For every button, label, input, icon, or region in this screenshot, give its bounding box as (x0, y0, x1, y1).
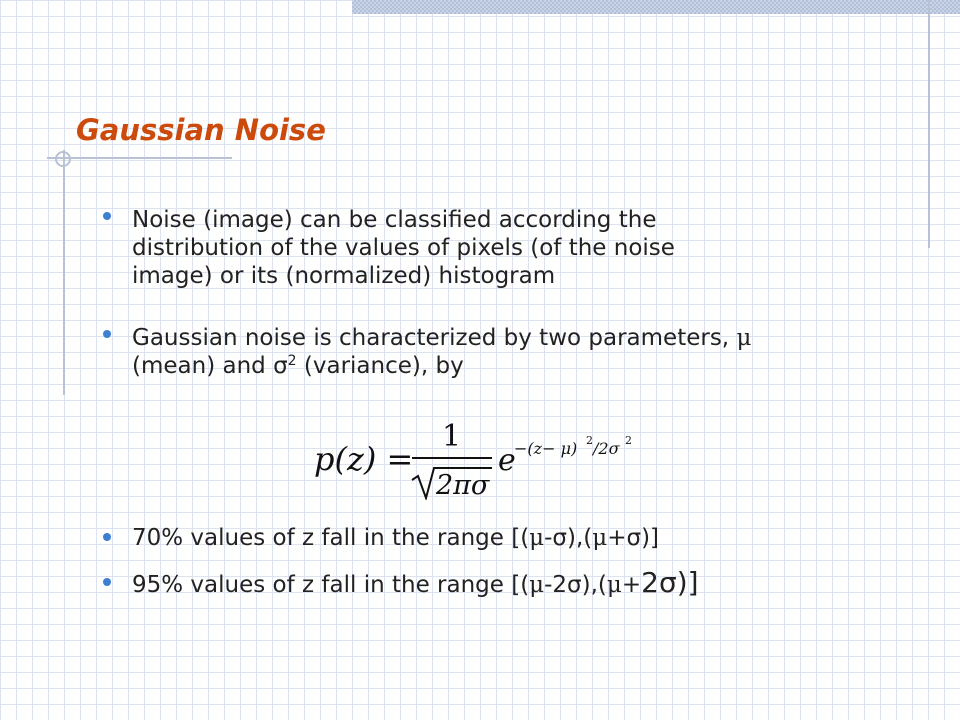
formula-exponent-square-2: 2 (625, 434, 632, 447)
formula-exponent-b: /2σ (593, 439, 620, 458)
bullet-4-part-c: + (621, 572, 642, 598)
bullet-4-text (132, 566, 699, 599)
bullet-3-part-b: -σ),( (544, 525, 593, 551)
gaussian-pdf-formula (312, 418, 634, 500)
bullet-1-line-2: distribution of the values of pixels (of the noise (132, 235, 675, 261)
bullet-dot (103, 578, 111, 586)
slide-title: Gaussian Noise (76, 113, 326, 147)
formula-exponent-a: −(z− μ) (514, 439, 578, 458)
mu-symbol: μ (736, 325, 752, 351)
formula-lhs: p(z) = (314, 440, 414, 478)
squared-superscript: 2 (287, 353, 297, 369)
bullet-dot (103, 212, 111, 220)
bullet-3-text (132, 524, 659, 552)
bullet-4-part-b: -2σ),( (544, 572, 607, 598)
bullet-1-line-1: Noise (image) can be classified according the (132, 207, 657, 233)
bullet-2-text (132, 324, 751, 380)
left-accent-line (63, 150, 65, 395)
mu-symbol: μ (529, 525, 545, 551)
formula-exp-base: e (498, 443, 516, 478)
corner-circle-ornament (55, 151, 71, 167)
mu-symbol: μ (592, 525, 608, 551)
bullet-1-text (132, 206, 675, 290)
right-accent-line (928, 0, 930, 248)
bullet-2-line-1: Gaussian noise is characterized by two parameters, (132, 325, 730, 351)
bullet-2-line-2a: (mean) and σ (132, 353, 288, 379)
bullet-4-part-big: 2σ)] (641, 566, 699, 599)
bullet-3-part-c: +σ)] (607, 525, 660, 551)
top-decorative-bar (352, 0, 960, 14)
bullet-1-line-3: image) or its (normalized) histogram (132, 263, 556, 289)
bullet-dot (103, 533, 111, 541)
bullet-dot (103, 330, 111, 338)
mu-symbol: μ (606, 572, 622, 598)
bullet-2-line-2b: (variance), by (296, 353, 464, 379)
formula-numerator: 1 (442, 419, 462, 454)
mu-symbol: μ (529, 572, 545, 598)
bullet-4-part-a: 95% values of z fall in the range [( (132, 572, 530, 598)
bullet-3-part-a: 70% values of z fall in the range [( (132, 525, 530, 551)
title-underline (47, 157, 232, 159)
formula-exponent-square: 2 (586, 434, 593, 447)
formula-denominator: 2πσ (436, 470, 490, 500)
